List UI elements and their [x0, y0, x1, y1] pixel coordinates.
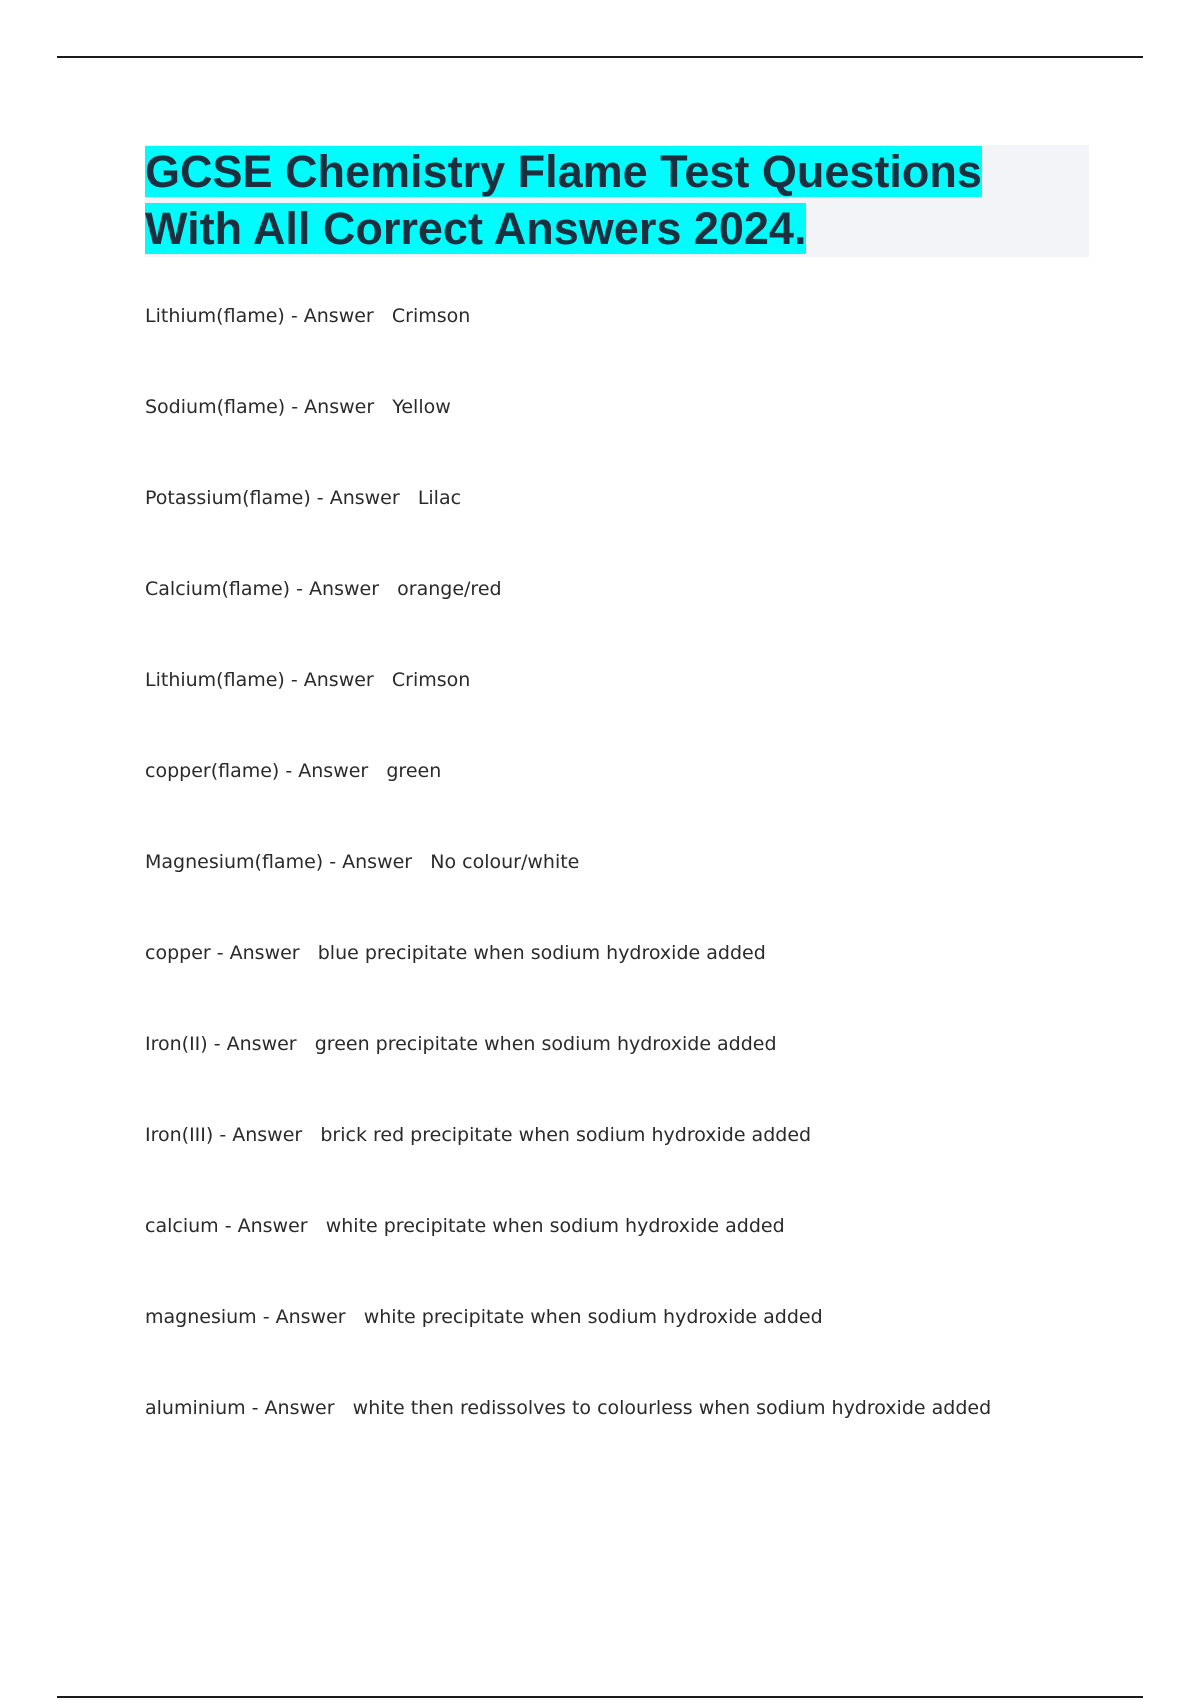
question-text: Sodium(flame): [145, 396, 286, 418]
question-text: Lithium(flame): [145, 305, 285, 327]
list-item: [145, 482, 1145, 573]
answer-text: white then redissolves to colourless when sodium hydroxide added: [352, 1397, 992, 1419]
question-text: copper: [145, 942, 211, 964]
answer-text: white precipitate when sodium hydroxide added: [325, 1215, 785, 1237]
answer-text: Crimson: [391, 305, 471, 327]
list-item: [145, 846, 1145, 937]
list-item: [145, 664, 1145, 755]
list-item: [145, 1210, 1145, 1301]
answer-separator: - Answer: [245, 1397, 353, 1419]
list-item: [145, 1119, 1145, 1210]
question-text: Magnesium(flame): [145, 851, 324, 873]
bottom-divider: [57, 1696, 1143, 1698]
document-title: [145, 143, 1075, 257]
list-item: [145, 391, 1145, 482]
answer-separator: - Answer: [210, 942, 318, 964]
answer-text: orange/red: [397, 578, 502, 600]
answer-separator: - Answer: [213, 1124, 321, 1146]
answer-separator: - Answer: [279, 760, 387, 782]
answer-separator: - Answer: [284, 669, 392, 691]
question-text: aluminium: [145, 1397, 246, 1419]
question-text: magnesium: [145, 1306, 257, 1328]
question-text: copper(flame): [145, 760, 280, 782]
answer-separator: - Answer: [285, 396, 393, 418]
qa-list: [145, 300, 1145, 1483]
answer-separator: - Answer: [284, 305, 392, 327]
list-item: [145, 1392, 1145, 1483]
top-divider: [57, 56, 1143, 58]
question-text: Potassium(flame): [145, 487, 311, 509]
answer-separator: - Answer: [323, 851, 431, 873]
list-item: [145, 573, 1145, 664]
answer-separator: - Answer: [207, 1033, 315, 1055]
answer-separator: - Answer: [310, 487, 418, 509]
title-line-2: With All Correct Answers 2024.: [145, 203, 807, 254]
answer-text: blue precipitate when sodium hydroxide added: [317, 942, 766, 964]
answer-text: green: [386, 760, 442, 782]
list-item: [145, 1028, 1145, 1119]
answer-text: green precipitate when sodium hydroxide added: [314, 1033, 777, 1055]
answer-separator: - Answer: [290, 578, 398, 600]
answer-text: No colour/white: [430, 851, 580, 873]
answer-separator: - Answer: [218, 1215, 326, 1237]
answer-text: white precipitate when sodium hydroxide added: [363, 1306, 823, 1328]
question-text: Iron(II): [145, 1033, 208, 1055]
question-text: calcium: [145, 1215, 219, 1237]
title-line-1: GCSE Chemistry Flame Test Questions: [145, 146, 982, 197]
list-item: [145, 1301, 1145, 1392]
question-text: Lithium(flame): [145, 669, 285, 691]
answer-text: brick red precipitate when sodium hydroxide added: [320, 1124, 812, 1146]
question-text: Iron(III): [145, 1124, 214, 1146]
list-item: [145, 937, 1145, 1028]
answer-text: Yellow: [392, 396, 451, 418]
list-item: [145, 300, 1145, 391]
question-text: Calcium(flame): [145, 578, 291, 600]
answer-text: Crimson: [391, 669, 471, 691]
list-item: [145, 755, 1145, 846]
answer-separator: - Answer: [256, 1306, 364, 1328]
answer-text: Lilac: [417, 487, 462, 509]
